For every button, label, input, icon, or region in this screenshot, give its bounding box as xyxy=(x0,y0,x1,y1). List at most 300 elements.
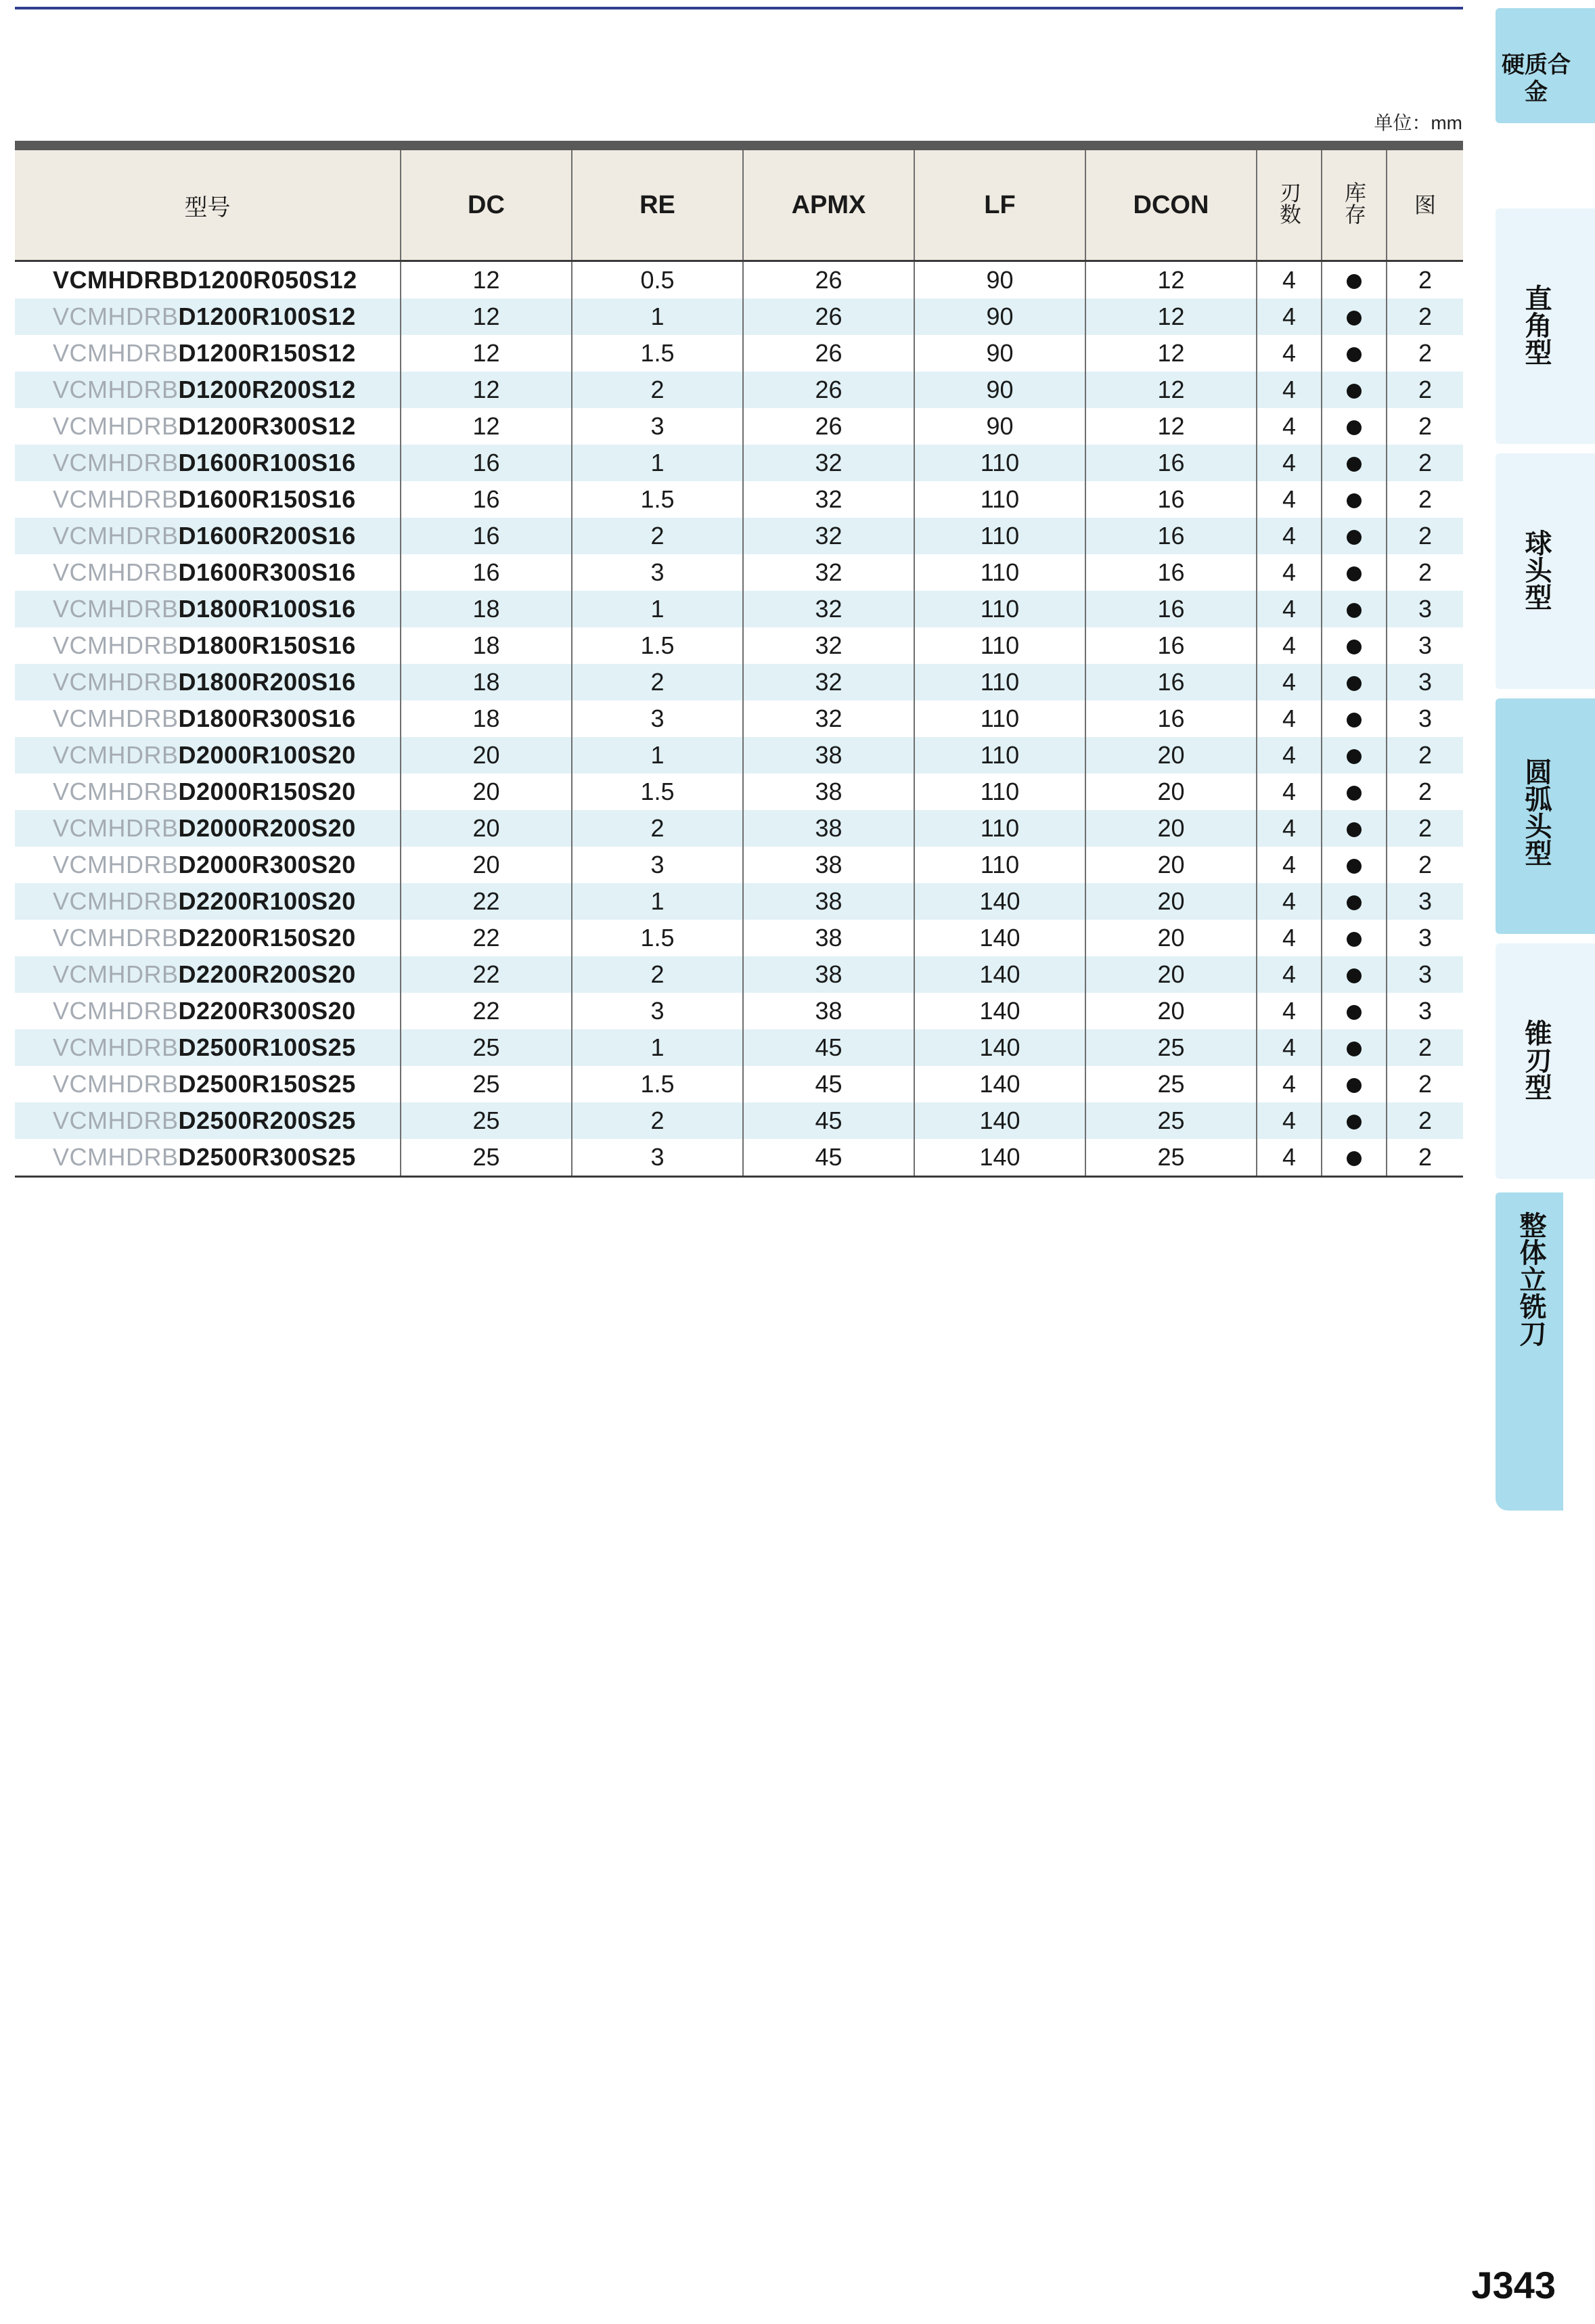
cell-re: 2 xyxy=(572,664,743,700)
cell-apmx: 32 xyxy=(743,481,914,518)
cell-stock xyxy=(1322,408,1387,445)
cell-flutes: 4 xyxy=(1257,372,1322,408)
cell-figure: 3 xyxy=(1418,705,1433,732)
table-row xyxy=(15,920,1463,956)
cell-dcon: 25 xyxy=(1085,1029,1257,1066)
tab-right-angle[interactable] xyxy=(1496,208,1595,444)
header-lf: LF xyxy=(914,150,1085,261)
cell-dcon: 12 xyxy=(1085,298,1257,335)
cell-re: 1.5 xyxy=(572,774,743,810)
cell-dcon: 20 xyxy=(1085,956,1257,993)
cell-lf: 90 xyxy=(914,298,1085,335)
cell-dc: 18 xyxy=(401,591,572,627)
tab-solid-end-mill-label: 整体立铣刀 xyxy=(1516,1211,1546,1347)
table-row xyxy=(15,408,1463,445)
cell-dc: 18 xyxy=(401,627,572,664)
in-stock-dot-icon xyxy=(1347,968,1362,983)
table-row xyxy=(15,993,1463,1029)
cell-lf: 110 xyxy=(914,664,1085,700)
model-prefix: VCMHDRB xyxy=(53,631,179,659)
in-stock-dot-icon xyxy=(1347,859,1362,874)
cell-re: 1 xyxy=(572,737,743,774)
cell-model xyxy=(15,737,401,774)
cell-dc: 20 xyxy=(401,774,572,810)
cell-re: 3 xyxy=(572,700,743,737)
header-figure: 图 xyxy=(1387,150,1463,261)
header-stock: 库存 xyxy=(1322,150,1387,261)
cell-figure: 3 xyxy=(1387,664,1463,700)
cell-re: 1 xyxy=(572,1029,743,1066)
cell-dc: 22 xyxy=(401,993,572,1029)
cell-dc: 16 xyxy=(401,481,572,518)
tab-corner-radius[interactable] xyxy=(1496,698,1595,934)
model-suffix: D1800R300S16 xyxy=(178,705,356,732)
cell-dc: 25 xyxy=(401,1102,572,1139)
cell-lf: 110 xyxy=(914,627,1085,664)
tab-carbide[interactable] xyxy=(1496,8,1595,123)
cell-re: 2 xyxy=(572,372,743,408)
cell-apmx: 38 xyxy=(743,956,914,993)
in-stock-dot-icon xyxy=(1347,493,1362,508)
model-suffix: D1800R150S16 xyxy=(178,631,356,659)
model-prefix: VCMHDRB xyxy=(53,303,179,330)
cell-apmx: 26 xyxy=(743,372,914,408)
model-prefix: VCMHDRB xyxy=(53,1143,179,1171)
model-prefix: VCMHDRB xyxy=(53,522,179,550)
table-row xyxy=(15,883,1463,920)
cell-model xyxy=(15,518,401,554)
cell-flutes: 4 xyxy=(1257,335,1322,372)
cell-lf: 140 xyxy=(914,1139,1085,1177)
cell-dcon: 16 xyxy=(1085,627,1257,664)
cell-lf: 110 xyxy=(914,774,1085,810)
product-table-wrapper xyxy=(15,141,1463,1178)
cell-flutes: 4 xyxy=(1257,737,1322,774)
cell-dc: 16 xyxy=(401,518,572,554)
table-row xyxy=(15,1102,1463,1139)
cell-apmx: 32 xyxy=(743,591,914,627)
table-row xyxy=(15,700,1463,737)
cell-dcon: 25 xyxy=(1085,1139,1257,1177)
cell-model xyxy=(15,335,401,372)
cell-lf: 140 xyxy=(914,883,1085,920)
table-row xyxy=(15,481,1463,518)
model-prefix: VCMHDRB xyxy=(53,449,179,476)
cell-dc: 22 xyxy=(401,920,572,956)
cell-apmx: 38 xyxy=(743,847,914,883)
model-suffix: D1600R300S16 xyxy=(178,558,356,586)
cell-model xyxy=(15,372,401,408)
cell-model xyxy=(15,591,401,627)
header-flutes: 刃数 xyxy=(1257,150,1322,261)
cell-dc: 22 xyxy=(401,956,572,993)
cell-stock xyxy=(1322,1029,1387,1066)
cell-dc: 25 xyxy=(401,1029,572,1066)
cell-dc: 18 xyxy=(401,664,572,700)
cell-lf: 110 xyxy=(914,847,1085,883)
cell-flutes: 4 xyxy=(1257,591,1322,627)
cell-flutes: 4 xyxy=(1257,554,1322,591)
model-suffix: D2500R200S25 xyxy=(178,1107,356,1134)
cell-flutes: 4 xyxy=(1257,298,1322,335)
in-stock-dot-icon xyxy=(1347,566,1362,581)
table-row xyxy=(15,1029,1463,1066)
tab-carbide-label: 硬质合金 xyxy=(1502,52,1571,105)
cell-flutes: 4 xyxy=(1257,883,1322,920)
cell-dc: 22 xyxy=(401,883,572,920)
tab-tapered-label: 锥刃型 xyxy=(1521,1019,1551,1100)
model-prefix: VCMHDRB xyxy=(53,924,179,952)
model-prefix: VCMHDRB xyxy=(53,412,179,440)
cell-dcon: 12 xyxy=(1085,335,1257,372)
model-suffix: D1600R200S16 xyxy=(178,522,356,550)
cell-stock xyxy=(1322,554,1387,591)
cell-dcon: 16 xyxy=(1085,518,1257,554)
cell-apmx: 32 xyxy=(743,700,914,737)
cell-re: 1.5 xyxy=(572,920,743,956)
cell-model xyxy=(15,920,401,956)
cell-flutes: 4 xyxy=(1257,518,1322,554)
cell-re: 3 xyxy=(572,847,743,883)
table-row xyxy=(15,810,1463,847)
cell-dc: 16 xyxy=(401,445,572,481)
in-stock-dot-icon xyxy=(1347,384,1362,399)
cell-figure: 2 xyxy=(1387,298,1463,335)
cell-apmx: 26 xyxy=(743,335,914,372)
cell-model xyxy=(15,956,401,993)
cell-model xyxy=(15,481,401,518)
in-stock-dot-icon xyxy=(1347,786,1362,801)
cell-flutes: 4 xyxy=(1257,445,1322,481)
model-prefix: VCMHDRB xyxy=(53,997,179,1025)
cell-flutes: 4 xyxy=(1257,664,1322,700)
table-row xyxy=(15,298,1463,335)
model-suffix: D2200R100S20 xyxy=(178,887,356,915)
model-prefix: VCMHDRB xyxy=(53,668,179,696)
cell-stock xyxy=(1322,1102,1387,1139)
cell-lf: 90 xyxy=(914,261,1085,299)
tab-tapered[interactable] xyxy=(1496,943,1595,1179)
cell-flutes: 4 xyxy=(1257,1066,1322,1102)
cell-figure: 2 xyxy=(1418,1070,1433,1098)
model-suffix: D2000R100S20 xyxy=(178,741,356,769)
table-row xyxy=(15,1139,1463,1177)
model-suffix: D2000R200S20 xyxy=(178,814,356,842)
cell-model xyxy=(15,810,401,847)
cell-re: 3 xyxy=(572,993,743,1029)
cell-figure: 2 xyxy=(1387,1029,1463,1066)
cell-figure: 2 xyxy=(1387,1102,1463,1139)
cell-stock xyxy=(1322,847,1387,883)
model-suffix: D1200R050S12 xyxy=(179,266,357,294)
cell-re: 1.5 xyxy=(572,1066,743,1102)
cell-flutes: 4 xyxy=(1257,1102,1322,1139)
model-suffix: D2200R200S20 xyxy=(178,960,356,988)
cell-dc: 12 xyxy=(401,408,572,445)
model-prefix: VCMHDRB xyxy=(53,960,179,988)
unit-label: 单位：mm xyxy=(1374,112,1462,133)
cell-stock xyxy=(1322,1066,1387,1102)
cell-dc: 20 xyxy=(401,847,572,883)
cell-lf: 140 xyxy=(914,920,1085,956)
model-suffix: D2000R150S20 xyxy=(178,778,356,805)
model-prefix: VCMHDRB xyxy=(53,595,179,623)
cell-dcon: 25 xyxy=(1085,1102,1257,1139)
cell-lf: 140 xyxy=(914,993,1085,1029)
cell-flutes: 4 xyxy=(1257,774,1322,810)
table-top-bar xyxy=(15,141,1463,150)
cell-lf: 90 xyxy=(914,372,1085,408)
model-prefix: VCMHDRB xyxy=(53,705,179,732)
cell-figure: 2 xyxy=(1387,810,1463,847)
cell-figure: 2 xyxy=(1418,266,1433,294)
cell-figure: 3 xyxy=(1387,591,1463,627)
cell-flutes: 4 xyxy=(1257,408,1322,445)
in-stock-dot-icon xyxy=(1347,457,1362,472)
cell-dcon: 20 xyxy=(1085,883,1257,920)
cell-dcon: 12 xyxy=(1085,372,1257,408)
cell-figure: 2 xyxy=(1387,737,1463,774)
cell-apmx: 38 xyxy=(743,810,914,847)
cell-stock xyxy=(1322,993,1387,1029)
cell-stock xyxy=(1322,298,1387,335)
cell-apmx: 26 xyxy=(743,298,914,335)
cell-figure: 2 xyxy=(1418,412,1433,440)
cell-apmx: 32 xyxy=(743,518,914,554)
cell-figure: 2 xyxy=(1387,372,1463,408)
cell-re: 3 xyxy=(572,554,743,591)
cell-re: 3 xyxy=(572,1139,743,1177)
in-stock-dot-icon xyxy=(1347,822,1362,837)
cell-flutes: 4 xyxy=(1257,993,1322,1029)
cell-lf: 90 xyxy=(914,335,1085,372)
cell-flutes: 4 xyxy=(1257,261,1322,299)
cell-re: 2 xyxy=(572,1102,743,1139)
model-suffix: D1800R200S16 xyxy=(178,668,356,696)
cell-apmx: 45 xyxy=(743,1102,914,1139)
cell-apmx: 26 xyxy=(743,408,914,445)
cell-apmx: 38 xyxy=(743,883,914,920)
table-row xyxy=(15,335,1463,372)
model-prefix: VCMHDRB xyxy=(53,851,179,878)
in-stock-dot-icon xyxy=(1347,1042,1362,1056)
cell-figure: 2 xyxy=(1387,445,1463,481)
cell-dcon: 20 xyxy=(1085,847,1257,883)
cell-lf: 140 xyxy=(914,1066,1085,1102)
model-suffix: D1200R100S12 xyxy=(178,303,356,330)
cell-stock xyxy=(1322,335,1387,372)
cell-figure: 3 xyxy=(1418,631,1433,659)
cell-lf: 110 xyxy=(914,700,1085,737)
table-row xyxy=(15,847,1463,883)
tab-solid-end-mill[interactable] xyxy=(1496,1192,1563,1511)
cell-stock xyxy=(1322,737,1387,774)
header-model: 型号 xyxy=(15,150,401,261)
cell-stock xyxy=(1322,1139,1387,1177)
in-stock-dot-icon xyxy=(1347,1078,1362,1093)
cell-lf: 140 xyxy=(914,1029,1085,1066)
cell-stock xyxy=(1322,810,1387,847)
cell-flutes: 4 xyxy=(1257,920,1322,956)
model-suffix: D2000R300S20 xyxy=(178,851,356,878)
cell-figure: 3 xyxy=(1418,997,1433,1025)
cell-lf: 110 xyxy=(914,481,1085,518)
cell-lf: 110 xyxy=(914,518,1085,554)
in-stock-dot-icon xyxy=(1347,895,1362,910)
table-row xyxy=(15,774,1463,810)
cell-figure: 2 xyxy=(1387,518,1463,554)
cell-model xyxy=(15,1029,401,1066)
cell-dc: 12 xyxy=(401,335,572,372)
table-row xyxy=(15,664,1463,700)
header-apmx: APMX xyxy=(743,150,914,261)
in-stock-dot-icon xyxy=(1347,932,1362,947)
table-row xyxy=(15,554,1463,591)
table-row xyxy=(15,445,1463,481)
in-stock-dot-icon xyxy=(1347,530,1362,545)
cell-dc: 12 xyxy=(401,298,572,335)
cell-model xyxy=(15,627,401,664)
cell-apmx: 45 xyxy=(743,1029,914,1066)
cell-model xyxy=(15,445,401,481)
cell-dcon: 16 xyxy=(1085,664,1257,700)
cell-dcon: 20 xyxy=(1085,737,1257,774)
model-prefix: VCMHDRB xyxy=(53,1107,179,1134)
top-rule xyxy=(15,7,1463,9)
tab-ball-nose[interactable] xyxy=(1496,453,1595,689)
model-suffix: D1600R150S16 xyxy=(178,485,356,513)
cell-flutes: 4 xyxy=(1257,810,1322,847)
cell-dc: 20 xyxy=(401,737,572,774)
table-row xyxy=(15,737,1463,774)
in-stock-dot-icon xyxy=(1347,1005,1362,1020)
cell-apmx: 38 xyxy=(743,774,914,810)
cell-lf: 90 xyxy=(914,408,1085,445)
in-stock-dot-icon xyxy=(1347,676,1362,691)
cell-re: 2 xyxy=(572,518,743,554)
model-suffix: D1200R200S12 xyxy=(178,376,356,403)
cell-apmx: 38 xyxy=(743,737,914,774)
cell-figure: 2 xyxy=(1418,778,1433,805)
cell-lf: 140 xyxy=(914,1102,1085,1139)
cell-model xyxy=(15,1066,401,1102)
in-stock-dot-icon xyxy=(1347,749,1362,764)
cell-figure: 2 xyxy=(1418,485,1433,513)
cell-lf: 140 xyxy=(914,956,1085,993)
cell-dc: 25 xyxy=(401,1066,572,1102)
model-prefix: VCMHDRB xyxy=(53,1070,179,1098)
model-prefix: VCMHDRB xyxy=(53,376,179,403)
cell-re: 1 xyxy=(572,883,743,920)
cell-stock xyxy=(1322,627,1387,664)
cell-dcon: 16 xyxy=(1085,481,1257,518)
cell-lf: 110 xyxy=(914,737,1085,774)
cell-model xyxy=(15,408,401,445)
cell-apmx: 32 xyxy=(743,445,914,481)
model-prefix: VCMHDRB xyxy=(53,887,179,915)
cell-model xyxy=(15,1139,401,1177)
cell-re: 0.5 xyxy=(572,261,743,299)
cell-figure: 2 xyxy=(1418,851,1433,878)
in-stock-dot-icon xyxy=(1347,420,1362,435)
model-prefix: VCMHDRB xyxy=(53,814,179,842)
cell-dcon: 16 xyxy=(1085,700,1257,737)
cell-model xyxy=(15,993,401,1029)
cell-dcon: 20 xyxy=(1085,774,1257,810)
cell-stock xyxy=(1322,261,1387,299)
cell-re: 3 xyxy=(572,408,743,445)
cell-dcon: 20 xyxy=(1085,920,1257,956)
cell-apmx: 32 xyxy=(743,554,914,591)
cell-flutes: 4 xyxy=(1257,956,1322,993)
cell-dc: 20 xyxy=(401,810,572,847)
cell-model xyxy=(15,261,401,299)
cell-flutes: 4 xyxy=(1257,627,1322,664)
cell-dcon: 12 xyxy=(1085,261,1257,299)
table-row xyxy=(15,1066,1463,1102)
in-stock-dot-icon xyxy=(1347,640,1362,654)
cell-re: 1.5 xyxy=(572,335,743,372)
cell-figure: 2 xyxy=(1418,558,1433,586)
model-suffix: D1600R100S16 xyxy=(178,449,356,476)
cell-re: 1 xyxy=(572,445,743,481)
cell-dcon: 16 xyxy=(1085,591,1257,627)
cell-dcon: 20 xyxy=(1085,993,1257,1029)
cell-stock xyxy=(1322,591,1387,627)
cell-dc: 12 xyxy=(401,261,572,299)
cell-re: 1.5 xyxy=(572,627,743,664)
cell-figure: 2 xyxy=(1387,1139,1463,1177)
table-row xyxy=(15,261,1463,299)
table-row xyxy=(15,627,1463,664)
header-dcon: DCON xyxy=(1085,150,1257,261)
cell-dc: 12 xyxy=(401,372,572,408)
in-stock-dot-icon xyxy=(1347,1151,1362,1166)
cell-lf: 110 xyxy=(914,591,1085,627)
model-prefix: VCMHDRB xyxy=(53,1033,179,1061)
cell-dcon: 12 xyxy=(1085,408,1257,445)
cell-model xyxy=(15,298,401,335)
cell-dc: 25 xyxy=(401,1139,572,1177)
in-stock-dot-icon xyxy=(1347,1115,1362,1130)
cell-stock xyxy=(1322,700,1387,737)
header-re: RE xyxy=(572,150,743,261)
cell-apmx: 26 xyxy=(743,261,914,299)
cell-stock xyxy=(1322,956,1387,993)
cell-stock xyxy=(1322,920,1387,956)
header-dc: DC xyxy=(401,150,572,261)
table-header-row xyxy=(15,150,1463,261)
model-prefix: VCMHDRB xyxy=(53,266,180,294)
table-row xyxy=(15,591,1463,627)
model-suffix: D1800R100S16 xyxy=(178,595,356,623)
cell-apmx: 32 xyxy=(743,627,914,664)
model-prefix: VCMHDRB xyxy=(53,339,179,367)
cell-model xyxy=(15,847,401,883)
cell-model xyxy=(15,664,401,700)
model-suffix: D2200R150S20 xyxy=(178,924,356,952)
cell-apmx: 32 xyxy=(743,664,914,700)
cell-lf: 110 xyxy=(914,810,1085,847)
model-suffix: D2500R150S25 xyxy=(178,1070,356,1098)
cell-lf: 110 xyxy=(914,445,1085,481)
in-stock-dot-icon xyxy=(1347,347,1362,362)
in-stock-dot-icon xyxy=(1347,713,1362,728)
cell-apmx: 38 xyxy=(743,920,914,956)
cell-figure: 3 xyxy=(1387,956,1463,993)
tab-corner-radius-label: 圆弧头型 xyxy=(1521,758,1551,866)
cell-flutes: 4 xyxy=(1257,1139,1322,1177)
